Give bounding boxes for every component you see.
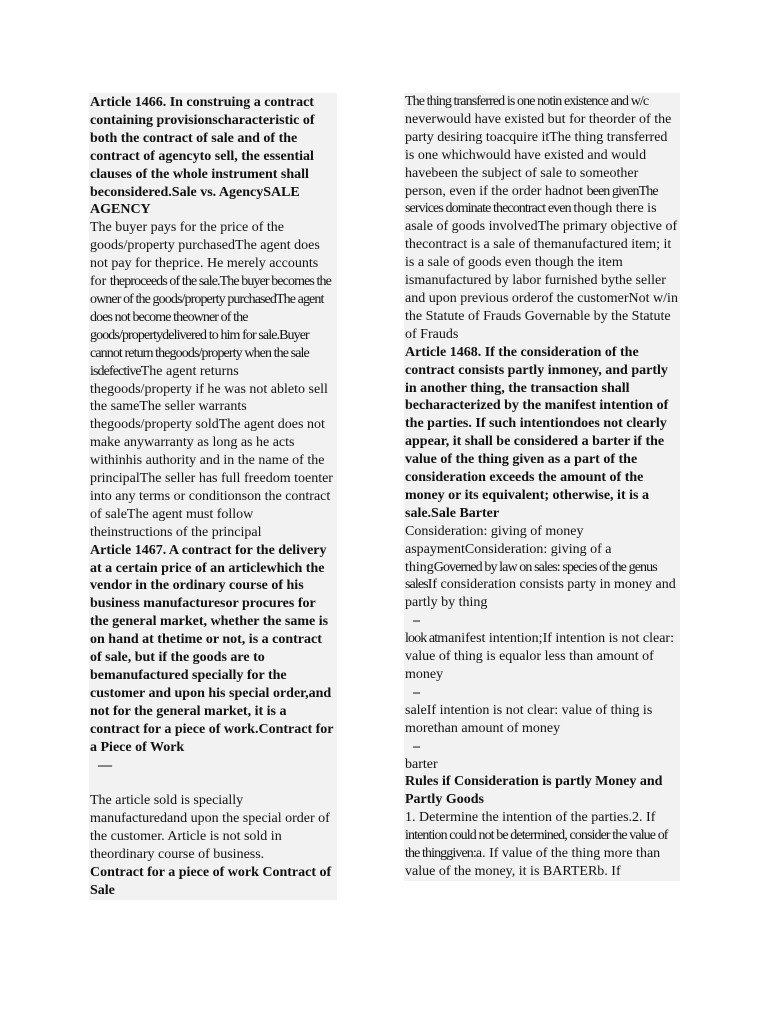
- text-run: Buyer cannot return thegoods/property when the sale isdefective: [90, 327, 309, 379]
- bold-heading-paragraph: Article 1468. If the consideration of the contract consists partly inmoney, and partly in another thing, the transaction shall becharacterized by the manifest intention of the parties. If such intentiondoes not clearly appear, it shall be considered a barter if the value of the thing given as a part of the consideration exceeds the amount of the money or its equivalent; otherwise, it is a sale.Sale Barter: [405, 344, 669, 521]
- text-run: agent does not become theowner of the: [90, 291, 324, 325]
- bold-heading-paragraph: Article 1467. A contract for the delivery at a certain price of an articlewhich the vendor in the ordinary course of his business manufacturesor procures for the general market, whether the same is on hand at thetime or not, is a contract of sale, but if the goods are to bemanufactured specially for the customer and upon his special order,and not for the general market, it is a contract for a piece of work.Contract for a Piece of Work: [90, 542, 334, 755]
- text-run: look at: [405, 631, 438, 647]
- text-run: goods/propertydelivered to him for sale.: [90, 327, 280, 343]
- body-paragraph: [405, 523, 680, 613]
- body-paragraph: [90, 219, 337, 541]
- text-run: theproceeds of the sale.The buyer becomes the: [109, 274, 331, 290]
- text-run: manifest intention;If intention is not clear: value of thing is equalor less than amount of money: [405, 631, 674, 682]
- text-run: been givenThe services dominate thecontract even: [405, 183, 658, 217]
- bold-heading-paragraph: Contract for a piece of work Contract of Sale: [90, 865, 332, 898]
- text-run: a. If value of the thing more than value of the money, it is BARTERb. If: [405, 846, 661, 879]
- dash-separator: –: [413, 684, 420, 700]
- text-run: barter: [405, 756, 438, 772]
- body-paragraph: [405, 809, 680, 881]
- body-paragraph: [405, 756, 680, 774]
- text-run: The buyer pays for the price of the goods/property purchasedThe agent does not pay for theprice. He merely accounts for: [90, 220, 320, 290]
- text-run: neverwould have existed but for theorder of the party desiring toacquire itThe thing transferred is one whichwould have existed and would havebeen the subject of sale to someother person, even if the order hadnot: [405, 111, 672, 199]
- blank-line: [90, 774, 337, 792]
- body-paragraph: [405, 702, 680, 738]
- text-run: Governed by law on sales: species of the genus sales: [405, 559, 657, 593]
- dash-separator: –: [413, 738, 420, 754]
- body-paragraph: [90, 792, 337, 864]
- text-run: If consideration consists party in money and partly by thing: [405, 577, 676, 611]
- text-run: Consideration: giving of money aspaymentConsideration: giving of a thing: [405, 523, 612, 575]
- dash-separator: –: [413, 613, 420, 629]
- text-run: The agent returns thegoods/property if he was not ableto sell the sameThe seller warrants thegoods/property soldThe agent does not make anywarranty as long as he acts withinhis authority and in the name of the principalThe seller has full freedom toenter into any terms or conditionson the contract of saleThe agent must follow theinstructions of the principal: [90, 363, 333, 540]
- bold-heading-paragraph: Rules if Consideration is partly Money and Partly Goods: [405, 774, 663, 808]
- text-run: owner of the goods/property purchasedThe: [90, 291, 298, 307]
- right-column-content: [404, 93, 680, 881]
- body-paragraph: [405, 630, 680, 684]
- text-run: though there is asale of goods involvedThe primary objective of thecontract is a sale of themanufactured item; it is a sale of goods even though the item ismanufactured by labor furnished bythe seller and upon previous orderof the customerNot w/in the Statute of Frauds Governable by the Statute of Frauds: [405, 201, 678, 342]
- text-run: 1. Determine the intention of the parties.2. If: [405, 810, 656, 826]
- left-column-content: [89, 94, 337, 900]
- right-text-column: [404, 93, 680, 881]
- left-text-column: [89, 93, 337, 900]
- dash-separator: —: [98, 757, 112, 773]
- text-run: The article sold is specially manufacturedand upon the special order of the customer. Article is not sold in theordinary course of business.: [90, 793, 330, 863]
- text-run: The thing transferred is one notin existence and w/c: [405, 94, 649, 109]
- text-run: intention could not be determined, consider the value of the thinggiven:: [405, 828, 668, 862]
- body-paragraph: [405, 93, 680, 344]
- text-run: saleIf intention is not clear: value of thing is morethan amount of money: [405, 702, 653, 736]
- bold-heading-paragraph: Article 1466. In construing a contract containing provisionscharacteristic of both the contract of sale and of the contract of agencyto sell, the essential clauses of the whole instrument shall beconsidered.Sale vs. AgencySALE AGENCY: [90, 95, 315, 218]
